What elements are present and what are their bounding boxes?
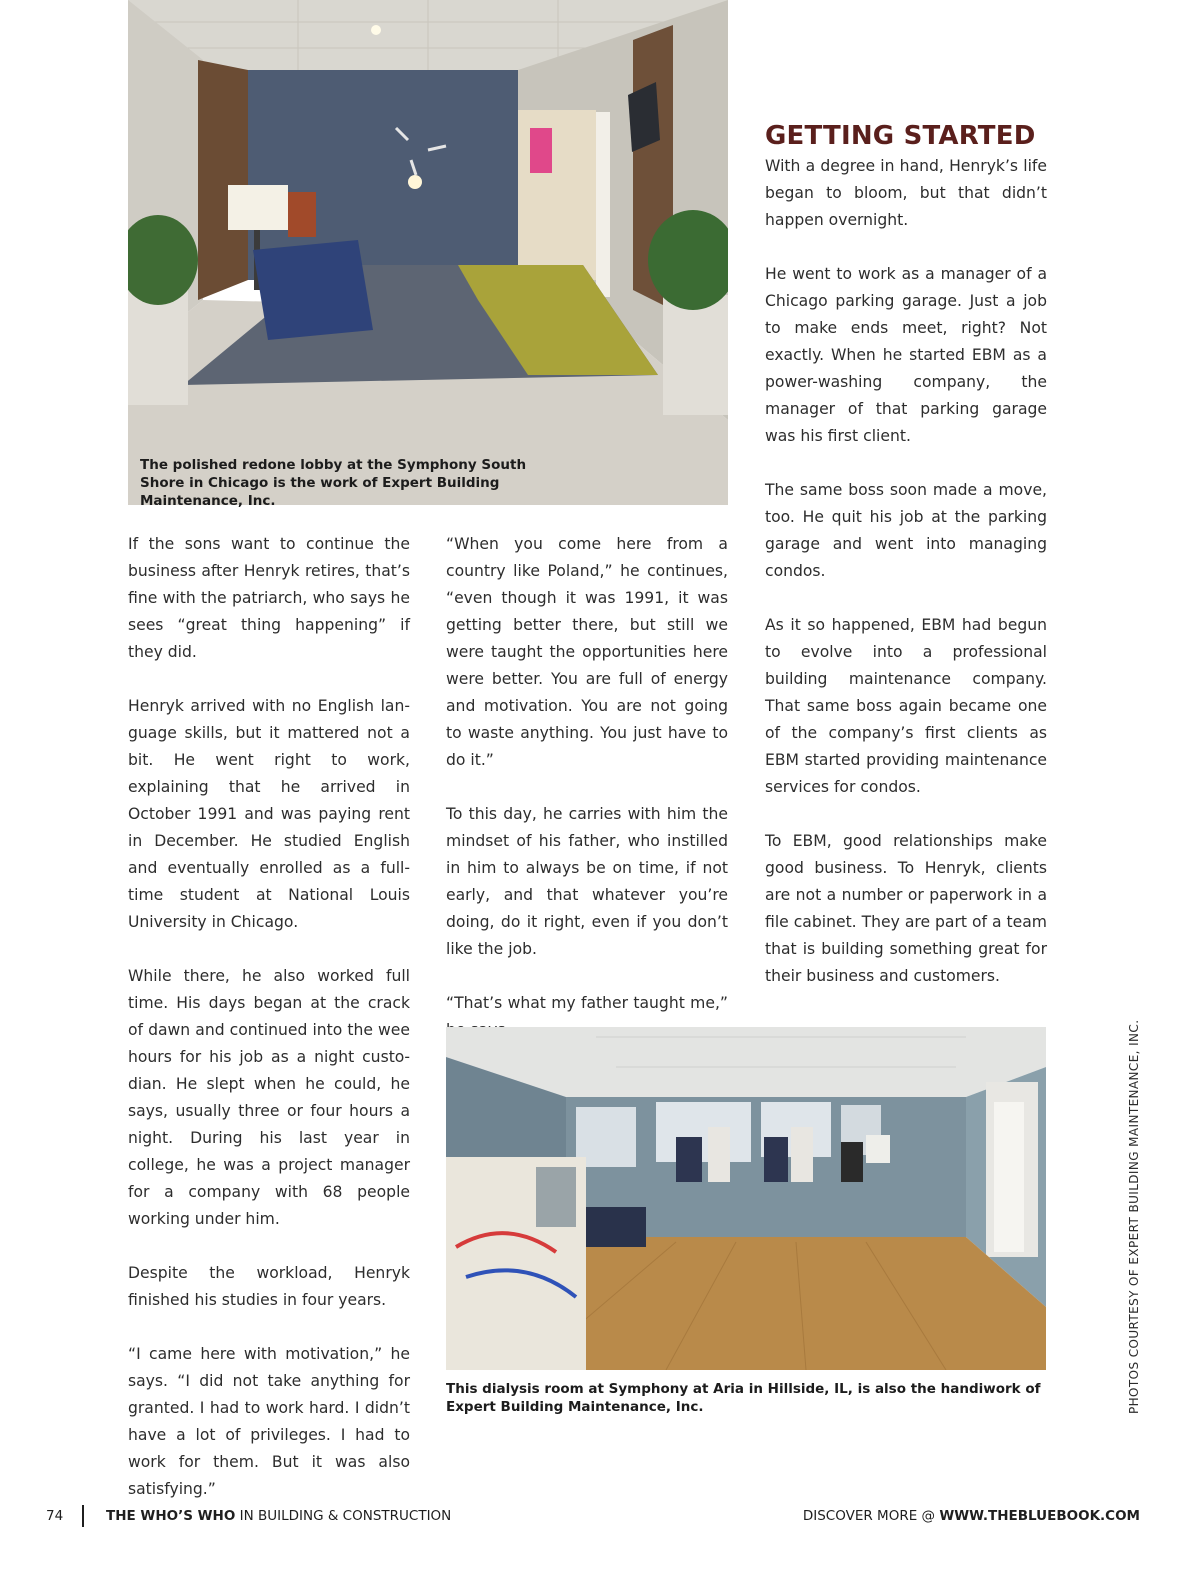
paragraph: “That’s what my father taught me,” xyxy=(446,994,728,1012)
paragraph: He went to work as a manager of a Chicago parking garage. Just a job to make ends meet, right? Not exactly. When he started EBM as a power-washing company, the manager of that parking garage was his first client. xyxy=(765,265,1047,445)
publication-title-bold: THE WHO’S WHO xyxy=(106,1508,236,1524)
paragraph: “I came here with motivation,” he says. “I did not take anything for granted. I had to work hard. I didn’t have a lot of privileges. I had to work for them. But it was also satisfying.” xyxy=(128,1345,410,1498)
lobby-photo-caption: The polished redone lobby at the Symphony South Shore in Chicago is the work of Expert Building Maintenance, Inc. xyxy=(140,457,527,509)
photo-credit: PHOTOS COURTESY OF EXPERT BUILDING MAINTENANCE, INC. xyxy=(1127,1019,1141,1414)
paragraph: With a degree in hand, Henryk’s life began to bloom, but that didn’t happen overnight. xyxy=(765,157,1047,229)
paragraph: Henryk arrived with no English language skills, but it mattered not a bit. He went right to work, explaining that he arrived in October 1991 and was paying rent in December. He studied English and eventually enrolled as a full-time student at National Louis University in Chicago. xyxy=(128,697,410,931)
discover-more xyxy=(803,1508,1140,1524)
paragraph: If the sons want to continue the business after Henryk retires, that’s fine with the patriarch, who says he sees “great thing happening” if they did. xyxy=(128,535,410,661)
article-column-left xyxy=(128,531,410,1503)
lobby-photo xyxy=(128,0,728,505)
article-column-right xyxy=(765,153,1047,990)
paragraph: As it so happened, EBM had begun to evolve into a professional building maintenance company. That same boss again became one of the company’s first clients as EBM started providing maintenance services for condos. xyxy=(765,616,1047,796)
paragraph: The same boss soon made a move, too. He quit his job at the parking garage and went into managing condos. xyxy=(765,481,1047,580)
website-link[interactable]: WWW.THEBLUEBOOK.COM xyxy=(939,1508,1140,1524)
discover-prefix: DISCOVER MORE @ xyxy=(802,1508,940,1524)
dialysis-photo-caption: This dialysis room at Symphony at Aria in Hillside, IL, is also the handiwork of Expert Building Maintenance, Inc. xyxy=(446,1381,1041,1415)
footer-divider xyxy=(82,1505,84,1527)
dialysis-room-photo xyxy=(446,1027,1046,1370)
page-footer xyxy=(0,1505,1200,1529)
paragraph: Despite the workload, Henryk finished his studies in four years. xyxy=(128,1264,410,1309)
paragraph: To this day, he carries with him the mindset of his father, who instilled in him to always be on time, if not early, and that whatever you’re doing, do it right, even if you don’t like the job. xyxy=(446,805,728,958)
page-number: 74 xyxy=(46,1508,64,1524)
paragraph: While there, he also worked full time. His days began at the crack of dawn and continued into the wee hours for his job as a night custodian. He slept when he could, he says, usually three or four hours a night. During his last year in college, he was a project manager for a company with 68 people working under him. xyxy=(128,967,410,1228)
paragraph: “When you come here from a country like Poland,” he continues, “even though it was 1991, it was getting better there, but still we were taught the opportunities here were better. You are full of energy and motivation. You are not going to waste anything. You just have to do it.” xyxy=(446,535,728,769)
paragraph: To EBM, good relationships make good business. To Henryk, clients are not a number or paperwork in a file cabinet. They are part of a team that is building something great for their business and customers. xyxy=(765,832,1047,985)
publication-title-rest: IN BUILDING & CONSTRUCTION xyxy=(235,1508,452,1524)
publication-title xyxy=(106,1508,451,1524)
section-heading: GETTING STARTED xyxy=(765,121,1036,151)
article-column-middle xyxy=(446,531,728,1044)
